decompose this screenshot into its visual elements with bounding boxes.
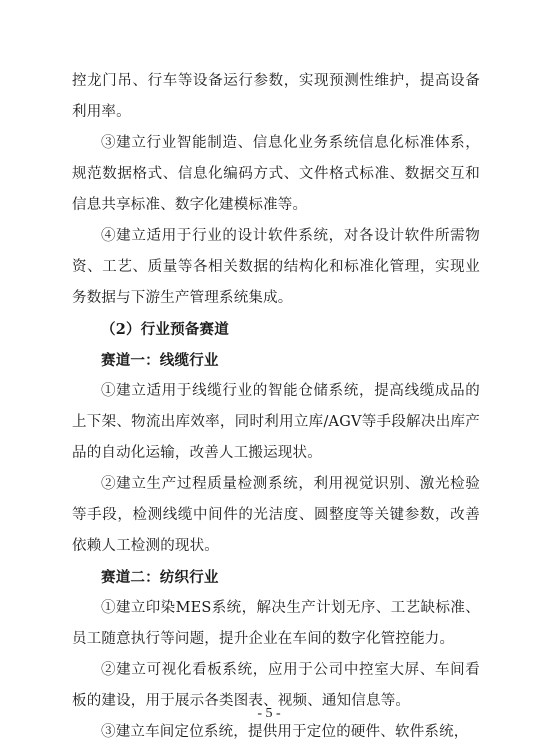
section-heading-reserve-tracks: （2）行业预备赛道 bbox=[101, 321, 229, 338]
subheading-textile-industry: 赛道二：纺织行业 bbox=[101, 569, 219, 586]
paragraph-visual-dashboard: ②建立可视化看板系统，应用于公司中控室大屏、车间看板的建设，用于展示各类图表、视频、通知信息等。 bbox=[72, 662, 480, 709]
paragraph-dyeing-mes: ①建立印染MES系统，解决生产计划无序、工艺缺标准、员工随意执行等问题，提升企业在车间的数字化管控能力。 bbox=[72, 600, 480, 647]
paragraph-standard-system: ③建立行业智能制造、信息化业务系统信息化标准体系，规范数据格式、信息化编码方式、文件格式标准、数据交互和信息共享标准、数字化建模标准等。 bbox=[72, 135, 480, 213]
page-body bbox=[72, 66, 480, 748]
paragraph-workshop-positioning: ③建立车间定位系统，提供用于定位的硬件、软件系统， bbox=[101, 724, 469, 740]
paragraph-quality-inspection: ②建立生产过程质量检测系统，利用视觉识别、激光检验等手段，检测线缆中间件的光洁度、圆整度等关键参数，改善依赖人工检测的现状。 bbox=[72, 476, 480, 554]
page-number: - 5 - bbox=[257, 706, 281, 721]
subheading-cable-industry: 赛道一：线缆行业 bbox=[101, 352, 219, 369]
paragraph-design-software: ④建立适用于行业的设计软件系统，对各设计软件所需物资、工艺、质量等各相关数据的结构化和标准化管理，实现业务数据与下游生产管理系统集成。 bbox=[72, 228, 480, 306]
paragraph-smart-warehouse: ①建立适用于线缆行业的智能仓储系统，提高线缆成品的上下架、物流出库效率，同时利用立库/AGV等手段解决出库产品的自动化运输，改善人工搬运现状。 bbox=[72, 383, 480, 461]
paragraph-equipment-maintenance: 控龙门吊、行车等设备运行参数，实现预测性维护，提高设备利用率。 bbox=[72, 73, 480, 120]
